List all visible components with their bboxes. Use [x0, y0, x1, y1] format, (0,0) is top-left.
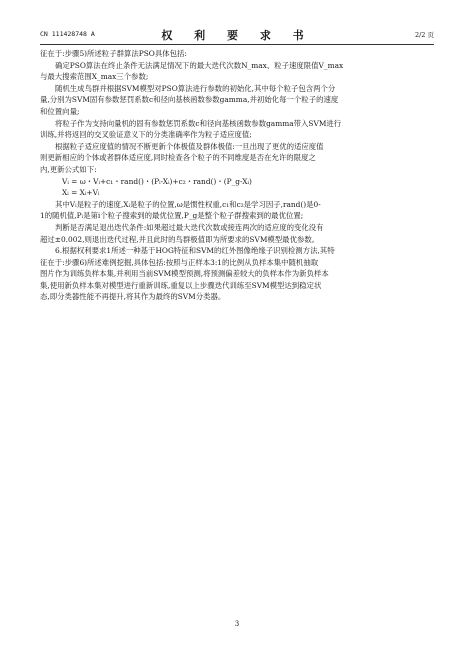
text-line: 图片作为训练负样本集,并利用当前SVM模型预测,将预测偏差较大的负样本作为新负样本: [40, 269, 329, 279]
text-line: 确定PSO算法在终止条件无法满足情况下的最大迭代次数N_max、粒子速度限值V_max: [55, 60, 344, 70]
text-line: 根据粒子适应度值的情况不断更新个体极值及群体极值:一旦出现了更优的适应度值: [55, 141, 324, 151]
document-title: 权 利 要 求 书: [161, 29, 313, 42]
text-line: 态,即分类器性能不再提升,将其作为最终的SVM分类器。: [40, 292, 226, 302]
text-line: 其中Vᵢ是粒子的速度,Xᵢ是粒子的位置,ω是惯性权重,c₁和c₂是学习因子,rand()是0-: [55, 199, 321, 209]
text-line: 与最大搜索范围X_max三个参数;: [40, 72, 149, 82]
formula-line: Vᵢ = ω・Vᵢ+c₁・rand()・(Pᵢ-Xᵢ)+c₂・rand()・(P_g-Xᵢ): [62, 176, 252, 186]
text-line: 超过±0.002,则退出迭代过程,并且此时的鸟群极值即为所要求的SVM模型最优参数。: [40, 234, 320, 244]
page-indicator: 2/2 页: [414, 31, 434, 39]
document-number: CN 111428748 A: [40, 30, 95, 38]
text-line: 集,使用新负样本集对模型进行重新训练,重复以上步骤迭代训练至SVM模型达到稳定状: [40, 280, 322, 290]
text-line: 内,更新公式如下:: [40, 164, 97, 174]
text-line: 1的随机值,Pᵢ是第i个粒子搜索到的最优位置,P_g是整个粒子群搜索到的最优位置;: [40, 211, 304, 221]
text-line: 随机生成鸟群并根据SVM模型对PSO算法进行参数的初始化,其中每个粒子包含两个分: [55, 83, 336, 93]
text-line: 征在于:步骤5)所述粒子群算法PSO具体包括:: [40, 49, 187, 58]
claims-body: [40, 48, 434, 303]
header-divider: [40, 44, 434, 45]
text-line: 量,分别为SVM固有参数惩罚系数c和径向基核函数参数gamma,并初始化每一个粒子的速度: [40, 95, 339, 105]
text-line: 则更新相应的个体或者群体适应度,同时检查各个粒子的不同维度是否在允许的限度之: [40, 153, 316, 163]
page-header: [40, 27, 434, 41]
text-line: 6.根据权利要求1所述一种基于HOG特征和SVM的红外图像绝缘子识别检测方法,其特: [55, 246, 335, 256]
page-number: 3: [234, 620, 240, 628]
text-line: 判断是否满足退出迭代条件:如果超过最大迭代次数或接连两次的适应度的变化没有: [55, 222, 324, 232]
text-line: 训练,并将返回的交叉验证意义下的分类准确率作为粒子适应度值;: [40, 130, 252, 140]
text-line: 征在于:步骤6)所述难例挖掘,具体包括:按照与正样本3:1的比例从负样本集中随机抽取: [40, 257, 319, 267]
text-line: 和位置向量;: [40, 106, 80, 116]
text-line: 将粒子作为支持向量机的固有参数惩罚系数c和径向基核函数参数gamma带入SVM进行: [55, 118, 342, 128]
formula-line: Xᵢ = Xᵢ+Vᵢ: [62, 188, 100, 198]
